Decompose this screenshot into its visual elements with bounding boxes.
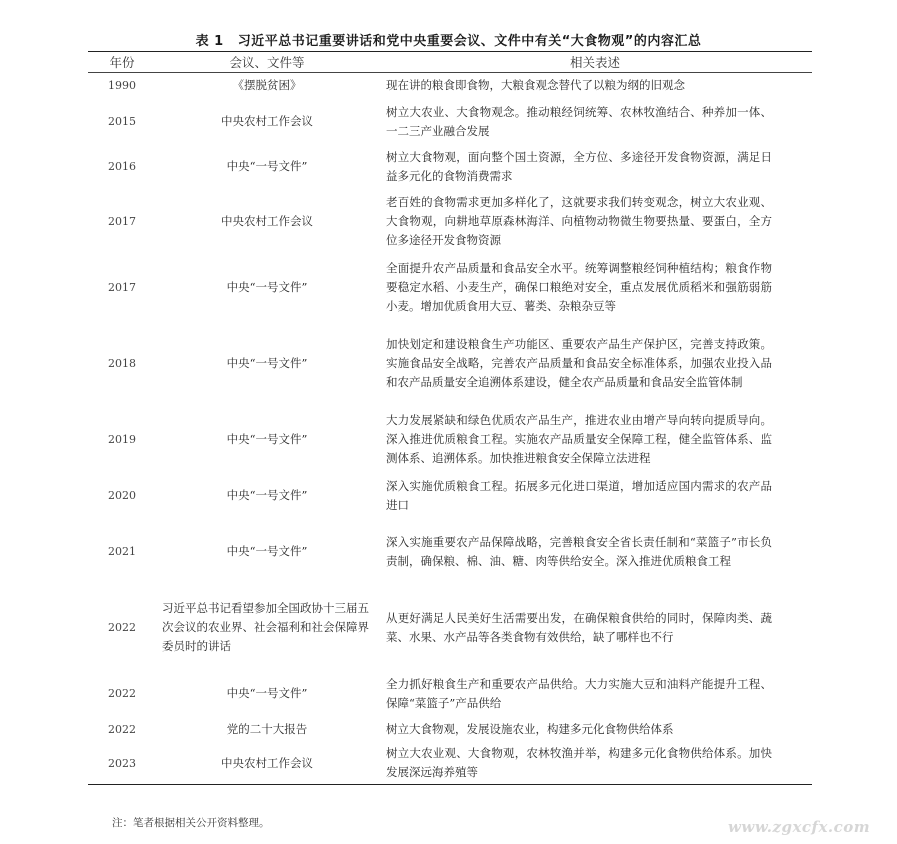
meeting-cell: 中央农村工作会议 — [221, 214, 313, 228]
statement-cell: 树立大食物观，面向整个国土资源，全方位、多途径开发食物资源，满足日益多元化的食物消费需求 — [386, 149, 772, 183]
header-meeting: 会议、文件等 — [156, 52, 378, 73]
year-cell: 2019 — [108, 433, 136, 446]
table-row — [88, 321, 812, 407]
meeting-cell: 中央农村工作会议 — [156, 743, 378, 785]
meeting-cell: 中央“一号文件” — [226, 544, 308, 558]
year-cell: 2022 — [108, 723, 136, 736]
table-title: 习近平总书记重要讲话和党中央重要会议、文件中有关“大食物观”的内容汇总 — [237, 34, 702, 49]
statement-cell: 老百姓的食物需求更加多样化了，这就要求我们转变观念，树立大农业观、大食物观，向耕地草原森林海洋、向植物动物微生物要热量、要蛋白，全方位多途径开发食物资源 — [386, 195, 772, 247]
statement-cell: 树立大农业观、大食物观，农林牧渔并举，构建多元化食物供给体系。加快发展深远海养殖等 — [378, 743, 812, 785]
meeting-cell: 中央“一号文件” — [226, 159, 308, 173]
year-cell: 1990 — [108, 79, 136, 93]
table-row — [88, 99, 812, 145]
statement-cell: 树立大农业、大食物观念。推动粮经饲统筹、农林牧渔结合、种养加一体、一二三产业融合发展 — [386, 104, 772, 138]
table-row — [88, 255, 812, 321]
table-row — [88, 189, 812, 255]
statement-cell: 深入实施重要农产品保障战略，完善粮食安全省长责任制和“菜篮子”市长负责制，确保粮、棉、油、糖、肉等供给安全。深入推进优质粮食工程 — [386, 534, 772, 568]
statement-cell: 从更好满足人民美好生活需要出发，在确保粮食供给的同时，保障肉类、蔬菜、水果、水产品等各类食物有效供给，缺了哪样也不行 — [386, 610, 772, 644]
watermark: www.zgxcfx.com — [728, 818, 871, 836]
meeting-cell: 中央“一号文件” — [226, 280, 308, 294]
statement-cell: 全力抓好粮食生产和重要农产品供给。大力实施大豆和油料产能提升工程、保障“菜篮子”产品供给 — [386, 676, 772, 710]
meeting-cell: 中央“一号文件” — [226, 686, 308, 700]
statement-cell: 全面提升农产品质量和食品安全水平。统筹调整粮经饲种植结构；粮食作物要稳定水稻、小麦生产，确保口粮绝对安全，重点发展优质稻米和强筋弱筋小麦。增加优质食用大豆、薯类、杂粮杂豆等 — [386, 261, 772, 313]
year-cell: 2015 — [108, 115, 136, 128]
statement-cell: 现在讲的粮食即食物，大粮食观念替代了以粮为纲的旧观念 — [386, 78, 685, 93]
year-cell: 2022 — [108, 687, 136, 700]
meeting-cell: 《摆脱贫困》 — [232, 78, 302, 93]
statement-cell: 深入实施优质粮食工程。拓展多元化进口渠道，增加适应国内需求的农产品进口 — [386, 478, 772, 512]
meeting-cell: 党的二十大报告 — [226, 722, 308, 736]
table-note: 注：笔者根据相关公开资料整理。 — [112, 817, 270, 829]
table-number: 表 1 — [195, 34, 224, 49]
statement-cell: 大力发展紧缺和绿色优质农产品生产，推进农业由增产导向转向提质导向。深入推进优质粮食工程。实施农产品质量安全保障工程，健全监管体系、监测体系、追溯体系。加快推进粮食安全保障立法进程 — [386, 413, 772, 465]
table-row — [88, 743, 812, 785]
meeting-cell: 中央“一号文件” — [226, 432, 308, 446]
year-cell: 2018 — [108, 357, 136, 370]
year-cell: 2017 — [108, 215, 136, 228]
table-row — [88, 145, 812, 189]
year-cell: 2020 — [108, 489, 136, 502]
table-row — [88, 73, 812, 99]
table-row — [88, 585, 812, 671]
table-caption — [0, 30, 897, 49]
year-cell: 2017 — [108, 281, 136, 294]
table-row — [88, 519, 812, 585]
table-row — [88, 717, 812, 743]
year-cell: 2021 — [108, 545, 136, 558]
meeting-cell: 中央农村工作会议 — [221, 114, 313, 128]
header-statement: 相关表述 — [378, 52, 812, 73]
table-row — [88, 671, 812, 717]
meeting-cell: 中央“一号文件” — [226, 356, 308, 370]
statement-cell: 加快划定和建设粮食生产功能区、重要农产品生产保护区，完善支持政策。实施食品安全战略，完善农产品质量和食品安全标准体系，加强农业投入品和农产品质量安全追溯体系建设，健全农产品质量和食品安全监管体制 — [386, 337, 772, 389]
table-row — [88, 473, 812, 519]
year-cell: 2016 — [108, 160, 136, 173]
table-header-row — [88, 52, 812, 73]
table-row — [88, 407, 812, 473]
year-cell: 2022 — [108, 621, 136, 634]
meeting-cell: 中央“一号文件” — [226, 488, 308, 502]
year-cell: 2023 — [88, 743, 156, 785]
meeting-cell: 习近平总书记看望参加全国政协十三届五次会议的农业界、社会福利和社会保障界委员时的讲话 — [162, 601, 369, 653]
content-table — [88, 51, 812, 785]
statement-cell: 树立大食物观，发展设施农业，构建多元化食物供给体系 — [386, 722, 674, 736]
header-year: 年份 — [88, 52, 156, 73]
